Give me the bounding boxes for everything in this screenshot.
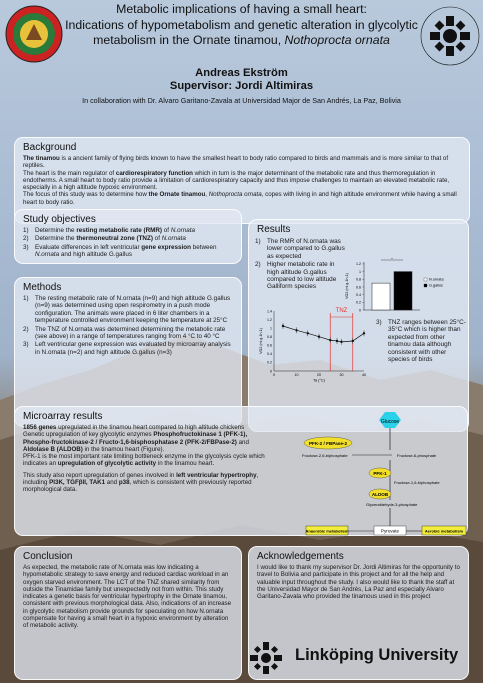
objective-post: between [191,243,217,251]
x-axis-label: Ta (°C) [313,378,325,383]
microarray-p3-rest: in the tinamou heart. [156,460,215,468]
pfk2-label: PFK-2 / FBPase-2 [308,441,348,446]
background-heading: Background [23,142,77,153]
aerobic-label: Aerobic metabolism [424,528,464,534]
glycolysis-pathway-diagram [300,410,470,550]
result-number: 1) [255,238,261,245]
microarray-p1 [23,424,273,431]
y-tick-label: 1 [359,269,361,274]
microarray-p3-pre: PFK-1 is the most important rate limiting bottleneck enzyme in the glycolysis cycle which indicates an [23,453,265,468]
objective-text [35,235,186,242]
background-text [23,155,461,206]
y-tick-label: 0.4 [267,352,272,357]
method-text: The resting metabolic rate of N.ornata (n=9) and high altitude G.gallus (n=9) was determined using open respirometry in a push mode configuration. The animals were placed in 6 liter chambers in a temperature controlled environment keeping the temperature at 25°C [35,295,231,325]
objective-bold: gene expression [141,243,191,251]
microarray-p2-bold: Phosphofructokinase 1 (PFK-1), Phospho-fructokinase-2 / Fructo-1,6-bisphosphatase 2 (PFK-2/FBPase-2) [23,431,248,446]
objectives-list [23,227,233,259]
poster-header [0,0,483,140]
pfk1-label: PFK-1 [373,471,387,476]
microarray-p1-rest: upregulated in the tinamou heart compared to high altitude chickens [56,424,245,431]
background-p3-bold: the Ornate tinamou [148,191,206,199]
liu-logo [418,4,482,68]
objective-pre: Determine the [35,227,77,234]
x-tick-label: 0 [273,373,275,377]
method-number: 2) [23,325,29,333]
tnz-line-chart [258,305,370,383]
microarray-p3-bold: upregulation of glycolytic activity [57,460,157,468]
y-tick-label: 1.2 [356,262,361,267]
microarray-p2-mid: and [236,438,249,446]
y-tick-label: 0.2 [267,360,272,365]
method-text: Left ventricular gene expression was evaluated by microarray analysis in N.ornata (n=2) and high altitude G.gallus (n=3) [35,341,231,356]
microarray-p3 [23,453,273,468]
bar-g-gallus [394,272,412,310]
objective-item [23,227,233,234]
objective-number: 2) [23,235,29,243]
y-tick-label: 0 [359,308,361,313]
method-number: 1) [23,295,29,302]
y-tick-label: 0.2 [356,300,361,305]
background-p3-italic: Nothoprocta ornata [208,191,262,199]
conclusion-panel [14,546,242,680]
y-axis-label: VO2 (ml g-1h-1) [345,273,349,299]
umsa-seal-logo [4,2,64,66]
tnz-label: TNZ [335,308,348,314]
objective-tail: and high altitude G.gallus [59,251,132,259]
title-species: Nothoprocta ornata [284,33,390,47]
y-tick-label: 1.4 [267,309,272,314]
background-p3-pre: The focus of this study was to determine how [23,191,149,199]
background-p3-mid: , [205,191,209,199]
f6p-label: Fructose-6-phosphate [397,453,437,458]
objective-post: of [162,227,171,234]
authors [60,67,423,93]
background-p3-rest: , copes with living in and high altitude environment while having a small heart to body ratio. [23,191,457,206]
legend-label: G.gallus [429,283,443,288]
y-tick-label: 0.8 [356,277,361,282]
background-p2 [23,170,461,192]
microarray-p4-rest: , which is consistent with previously reported morphological data. [23,479,252,494]
acknowledgements-heading: Acknowledgements [257,551,344,562]
result-text: TNZ ranges between 25°C-35°C which is higher than expected from other tinamou data although consistent with other species of birds [388,319,466,364]
background-p2-pre: The heart is the main regulator of [23,169,116,177]
title-line-3 [60,33,423,49]
conclusion-heading: Conclusion [23,551,73,562]
method-item [23,341,233,356]
result-text: The RMR of N.ornata was lower compared to G.gallus as expected [267,238,345,260]
methods-panel [14,277,242,427]
methods-heading: Methods [23,282,62,293]
result-item [255,238,347,260]
result-number: 3) [376,319,382,326]
microarray-p4 [23,472,273,494]
objective-italic: N.ornata [161,235,186,243]
objective-post: of [152,235,162,243]
y-tick-label: 0.6 [267,343,272,348]
x-tick-label: 20 [317,373,321,377]
background-p2-rest: which in turn is the major determinant of the metabolic rate and thus thermoregulation in endotherms. A small heart to body ratio provide a limitation of cardiorespiratory capacity and thus impose challenges to maintain an elevated metabolic rate, especially in a high altitude hypoxic environment. [23,169,450,192]
background-p2-bold: cardiorespiratory function [115,169,193,177]
x-tick-label: 30 [339,373,344,377]
poster-title [60,2,423,49]
objective-pre: Evaluate differences in left ventricular [35,243,142,251]
objective-number: 1) [23,227,29,234]
legend-label: N.ornata [429,277,444,282]
objective-italic: N.ornata [35,251,60,259]
background-p1-rest: is a ancient family of flying birds known to have the smallest heart to body ratio compared to birds and mammals and is more similar to that of reptiles. [23,155,449,170]
linkoping-university-wordmark: Linköping University [295,646,459,664]
microarray-p2-pre: Genetic upregulation of key glycolytic enzymes [23,431,154,439]
microarray-p4-bold2: PI3K, TGFβII, TAK1 [49,479,106,487]
y-tick-label: 1.2 [267,317,272,322]
objectives-panel [14,209,242,264]
legend-swatch [424,278,427,281]
microarray-p2-rest: in the tinamou heart (Figure). [82,445,165,453]
microarray-text [23,424,273,494]
objective-text [35,227,195,234]
result-number: 2) [255,261,261,269]
objective-bold: thermoneutral zone (TNZ) [76,235,153,243]
y-tick-label: 0.6 [356,285,361,290]
objective-item [23,244,233,259]
microarray-p4-mid2: and [105,479,119,487]
background-p1 [23,155,461,170]
background-p1-bold: The tinamou [23,155,60,162]
method-item [23,326,233,341]
result-item [255,261,347,291]
result-text: Higher metabolic rate in high altitude G.gallus compared to low altitude Galliform species [267,261,337,291]
significance-marker: * [391,258,393,263]
acknowledgements-text: I would like to thank my supervisor Dr. Jordi Altimiras for the opportunity to travel to Bolivia and participate in this project and for all the help and valuable input throughout the study. I also would like to thank the staff at the Universidad Mayor de San Andrés, La Paz and especially Alvaro Garitano-Zavala who provided the tinamous used in this project [257,564,460,601]
collaboration-note: In collaboration with Dr. Alvaro Garitano-Zavala at Universidad Major de San Andrés, La Paz, Bolivia [82,96,401,105]
x-tick-label: 10 [294,373,299,377]
title-line-2: Indications of hypometabolism and genetic alteration in glycolytic [65,17,418,32]
glucose-label: Glucose [380,419,400,425]
title-line-3-text: metabolism in the Ornate tinamou, [93,33,285,47]
method-number: 3) [23,341,29,349]
microarray-heading: Microarray results [23,411,103,422]
x-tick-label: 40 [362,373,366,377]
objective-text [35,244,233,259]
pyruvate-label: Pyruvate [380,528,400,534]
background-p3 [23,191,461,206]
bar-n-ornata [372,283,390,310]
objective-number: 3) [23,243,29,251]
y-tick-label: 0 [270,369,272,374]
microarray-p4-pre: This study also report upregulation of genes involved in [23,471,177,479]
conclusion-text: As expected, the metabolic rate of N.ornata was low indicating a hypometabolic strategy to save energy and reduced cardiac workload in an oxygen starved environment. The LCT of the TNZ shared similarity from outside the Tinamidae family but unexpectedly not from within. This study indicates a genetic basis for ventricular hypertrophy in the Ornate tinamou, consistent with previous morphological data. Also, indications of an increase in glycolytic metabolism provide grounds for speculating on how N.ornata compensate for having a small heart in a hypoxic environment by alteration of metabolic activity. [23,564,232,630]
objective-item [23,235,233,242]
anaerobic-label: Anaerobic metabolism [305,528,349,534]
microarray-p2 [23,431,273,453]
methods-list [23,295,233,356]
tnz-series-line [283,326,364,342]
aldob-label: ALDOB [371,492,389,497]
results-list [255,238,347,292]
objective-italic: N.ornata [170,227,195,234]
g3p-label: Glyceraldehyde-3-phosphate [366,502,418,507]
y-tick-label: 0.4 [356,292,361,297]
microarray-p4-bold: left ventricular hypertrophy [176,471,257,479]
microarray-p2-bold2: Aldolase B (ALDOB) [23,445,83,453]
legend-swatch [424,284,427,287]
method-item [23,295,233,325]
y-tick-label: 1 [270,326,272,331]
author-name: Andreas Ekström [195,67,288,79]
objective-bold: resting metabolic rate (RMR) [76,227,163,234]
method-text: The TNZ of N.ornata was determined determining the metabolic rate (see above) in a range of temperatures ranging from 4 °C to 40 °C [35,325,226,341]
microarray-p4-mid: , including [23,471,259,487]
results-heading: Results [257,224,291,235]
y-axis-label: VO2 (ml g-1h-1) [259,328,263,354]
objective-pre: Determine the [35,235,77,243]
microarray-p1-bold: 1856 genes [23,424,57,431]
f26bp-label: Fructose-2,6-biphosphate [302,453,348,458]
y-tick-label: 0.8 [267,335,272,340]
objectives-heading: Study objectives [23,214,96,225]
supervisor-name: Supervisor: Jordi Altimiras [169,80,314,92]
result-item-tnz [376,319,468,363]
title-line-1: Metabolic implications of having a small heart: [116,2,367,16]
f16bp-label: Fructose-1,6-biphosphate [394,480,440,485]
microarray-p4-bold3: p38 [118,479,130,487]
